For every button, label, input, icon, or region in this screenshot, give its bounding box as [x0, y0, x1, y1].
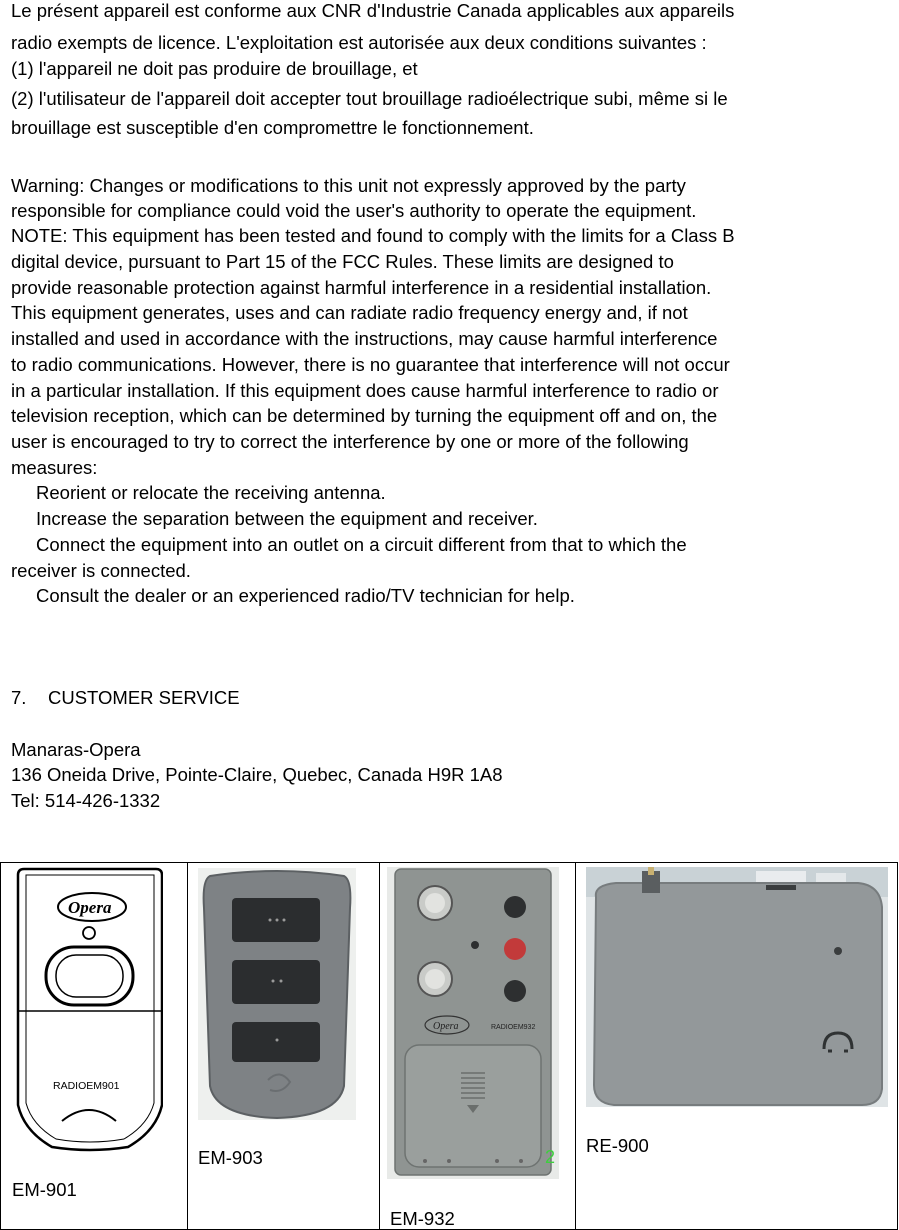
- warning-line: installed and used in accordance with the instructions, may cause harmful interference: [11, 328, 718, 349]
- warning-line: digital device, pursuant to Part 15 of the FCC Rules. These limits are designed to: [11, 251, 674, 272]
- measure-item: Increase the separation between the equipment and receiver.: [36, 508, 538, 529]
- svg-text:RADIOEM901: RADIOEM901: [53, 1080, 120, 1092]
- warning-line: in a particular installation. If this equipment does cause harmful interference to radio or: [11, 380, 719, 401]
- intro-line: (1) l'appareil ne doit pas produire de brouillage, et: [11, 58, 418, 79]
- control-panel-em932-photo: [387, 867, 559, 1179]
- remote-em903-photo: [198, 868, 356, 1120]
- product-table: [0, 862, 898, 1230]
- company-address: 136 Oneida Drive, Pointe-Claire, Quebec, Canada H9R 1A8: [11, 764, 503, 785]
- product-label: RE-900: [586, 1135, 649, 1156]
- warning-line: This equipment generates, uses and can radiate radio frequency energy and, if not: [11, 302, 688, 323]
- section-number: 7.: [11, 687, 27, 708]
- svg-text:RADIOEM932: RADIOEM932: [491, 1024, 536, 1031]
- warning-line: provide reasonable protection against harmful interference in a residential installation.: [11, 277, 712, 298]
- warning-line: measures:: [11, 457, 98, 478]
- intro-line: Le présent appareil est conforme aux CNR d'Industrie Canada applicables aux appareils: [11, 0, 735, 21]
- warning-line: responsible for compliance could void the user's authority to operate the equipment.: [11, 200, 697, 221]
- svg-text:Opera: Opera: [433, 1021, 459, 1032]
- company-name: Manaras-Opera: [11, 739, 141, 760]
- intro-line: radio exempts de licence. L'exploitation est autorisée aux deux conditions suivantes :: [11, 32, 707, 53]
- remote-em901-photo: [16, 867, 163, 1153]
- warning-line: television reception, which can be determined by turning the equipment off and on, the: [11, 405, 718, 426]
- product-label: EM-901: [12, 1179, 77, 1200]
- warning-line: NOTE: This equipment has been tested and found to comply with the limits for a Class B: [11, 225, 735, 246]
- product-cell-em932: [380, 863, 576, 1230]
- svg-text:2: 2: [545, 1147, 556, 1167]
- svg-text:Opera: Opera: [68, 898, 112, 917]
- intro-line: brouillage est susceptible d'en compromettre le fonctionnement.: [11, 117, 534, 138]
- measure-item: Reorient or relocate the receiving antenna.: [36, 482, 386, 503]
- product-cell-em901: [1, 863, 188, 1230]
- measure-continuation: receiver is connected.: [11, 560, 191, 581]
- warning-line: Warning: Changes or modifications to this unit not expressly approved by the party: [11, 175, 686, 196]
- product-cell-re900: [576, 863, 898, 1230]
- section-title: CUSTOMER SERVICE: [48, 687, 240, 708]
- measure-item: Connect the equipment into an outlet on a circuit different from that to which the: [36, 534, 687, 555]
- measure-item: Consult the dealer or an experienced radio/TV technician for help.: [36, 585, 575, 606]
- product-label: EM-903: [198, 1147, 263, 1168]
- intro-line: (2) l'utilisateur de l'appareil doit accepter tout brouillage radioélectrique subi, même si le: [11, 88, 728, 109]
- warning-line: to radio communications. However, there is no guarantee that interference will not occur: [11, 354, 730, 375]
- product-cell-em903: [188, 863, 380, 1230]
- receiver-re900-photo: [586, 867, 888, 1107]
- company-phone: Tel: 514-426-1332: [11, 790, 161, 811]
- warning-line: user is encouraged to try to correct the interference by one or more of the following: [11, 431, 689, 452]
- product-label: EM-932: [390, 1208, 455, 1229]
